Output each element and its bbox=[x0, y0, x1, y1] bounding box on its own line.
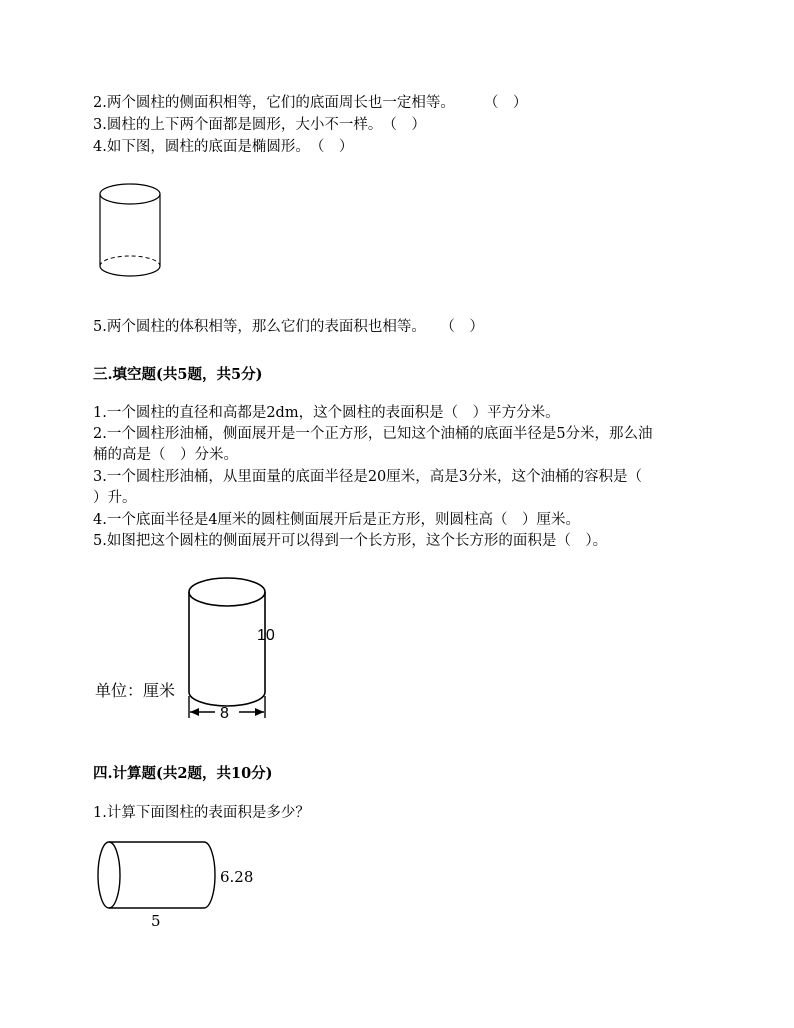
section-3-heading: 三.填空题(共5题，共5分) bbox=[93, 366, 263, 383]
calculation-question-1: 1.计算下面图柱的表面积是多少？ bbox=[93, 805, 310, 821]
cylinder-figure-2 bbox=[93, 570, 293, 720]
fill-blank-line: 3.一个圆柱形油桶，从里面量的底面半径是20厘米，高是3分米，这个油桶的容积是（ bbox=[93, 469, 643, 485]
fill-blank-line: 4.一个底面半径是4厘米的圆柱侧面展开后是正方形，则圆柱高（ ）厘米。 bbox=[93, 512, 581, 528]
true-false-item-3: 3.圆柱的上下两个面都是圆形，大小不一样。 （ ） bbox=[93, 117, 426, 133]
cylinder-height-label: 6.28 bbox=[220, 868, 254, 886]
true-false-item-4: 4.如下图，圆柱的底面是椭圆形。 （ ） bbox=[93, 139, 354, 155]
section-4-heading: 四.计算题(共2题，共10分) bbox=[93, 765, 273, 782]
height-label: 10 bbox=[257, 627, 275, 644]
true-false-item-5: 5.两个圆柱的体积相等，那么它们的表面积也相等。 （ ） bbox=[93, 319, 484, 335]
true-false-item-2: 2.两个圆柱的侧面积相等，它们的底面周长也一定相等。 （ ） bbox=[93, 95, 528, 111]
unit-label: 单位：厘米 bbox=[95, 683, 176, 700]
fill-blank-line: 5.如图把这个圆柱的侧面展开可以得到一个长方形，这个长方形的面积是（ ）。 bbox=[93, 533, 608, 549]
diameter-label: 8 bbox=[220, 705, 229, 722]
fill-blank-line: ）升。 bbox=[93, 490, 137, 506]
cylinder-length-label: 5 bbox=[151, 912, 161, 930]
cylinder-figure-1 bbox=[98, 180, 168, 280]
fill-blank-line: 2.一个圆柱形油桶，侧面展开是一个正方形，已知这个油桶的底面半径是5分米，那么油 bbox=[93, 426, 653, 442]
cylinder-figure-3 bbox=[96, 840, 266, 930]
fill-blank-line: 1.一个圆柱的直径和高都是2dm，这个圆柱的表面积是（ ）平方分米。 bbox=[93, 405, 560, 421]
fill-blank-line: 桶的高是（ ）分米。 bbox=[93, 447, 238, 463]
